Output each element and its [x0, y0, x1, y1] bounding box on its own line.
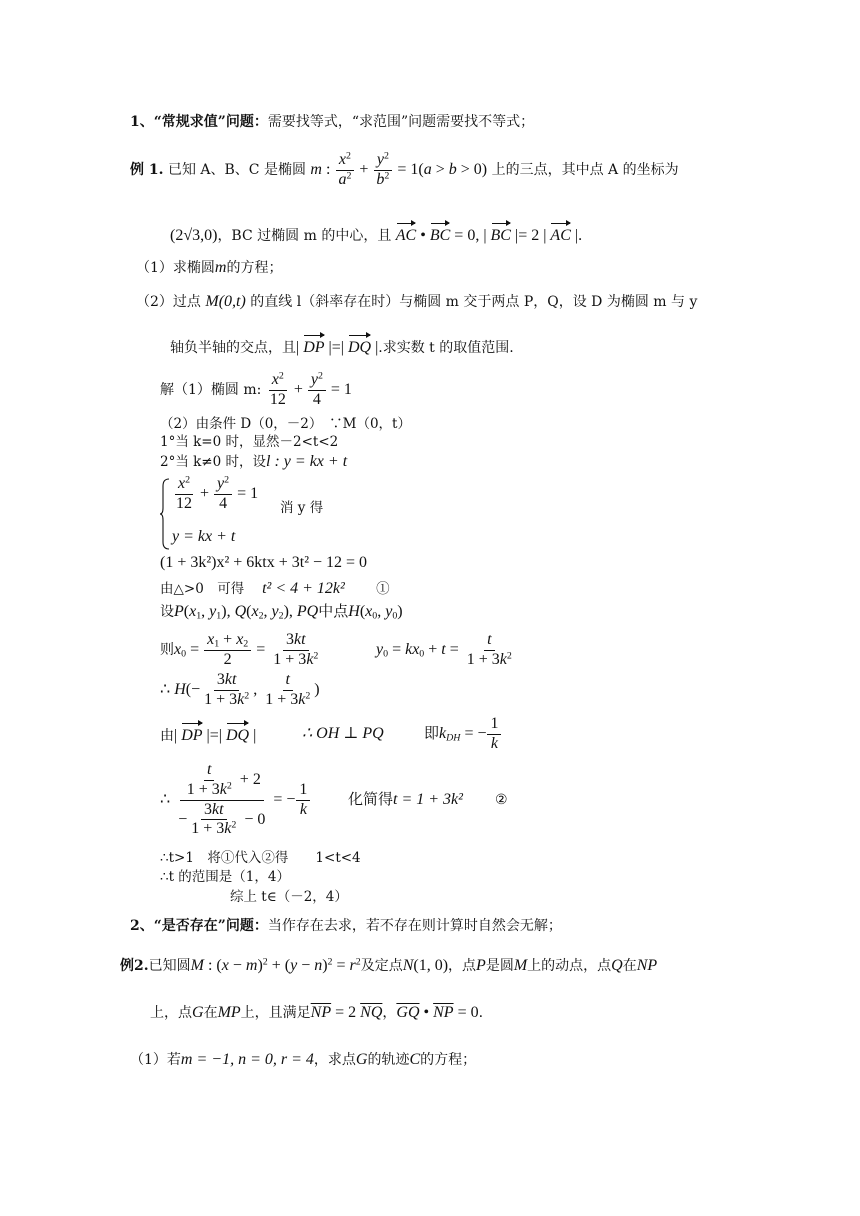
section-1-text: 需要找等式，“求范围”问题需要找不等式；	[267, 114, 535, 130]
question-1-var: m	[214, 259, 227, 276]
simplify-text: 化简得	[348, 792, 394, 808]
example-2-line-1	[120, 956, 657, 975]
example-2-q1d: 的方程；	[420, 1052, 477, 1068]
section-2-title: “是否存在”问题：	[153, 918, 268, 934]
question-2-start: （2）过点	[136, 294, 201, 310]
section-2-text: 当作存在去求，若不存在则计算时自然会无解；	[267, 918, 562, 934]
example-1-label: 例 1.	[130, 161, 164, 178]
section-2-number: 2、	[130, 918, 154, 934]
question-1-end: 的方程；	[226, 260, 283, 276]
slope-equation: ∴ $\frac{t}{1 + 3k^2}$ + 2 − $\frac{3kt}{1 + 3k^2}$ − 0 = − $\frac{1}{k}$	[160, 762, 311, 838]
var-P: P	[476, 957, 486, 974]
example-2-t4: 上的动点，点	[527, 958, 612, 974]
var-NP: NP	[636, 957, 658, 974]
section-2-heading	[130, 918, 562, 935]
solution-line-s4	[160, 452, 347, 471]
discriminant-line	[160, 579, 390, 598]
var-MP: MP	[217, 1004, 241, 1021]
section-1-heading	[130, 114, 534, 131]
var-C: C	[409, 1051, 421, 1068]
solution-t-range-1: ∴t>1 将①代入②得 1<t<4	[160, 850, 361, 866]
solution-s4-text: 2°当 k≠0 时，设	[160, 454, 267, 470]
point-M: M(0,t)	[205, 293, 246, 310]
example-2-q1a: （1）若	[130, 1052, 181, 1068]
vector-condition: AC • BC = 0, | BC |= 2 | AC |.	[396, 227, 582, 244]
np-nq-condition: $\overline{NP} = 2$ $\overline{NQ}$	[310, 1004, 383, 1021]
point-N: N(1, 0)	[402, 957, 449, 974]
H-coordinates: ∴ H(− $\frac{3kt}{1 + 3k^2}$ , $\frac{t}{1 + 3k^2}$ )	[160, 671, 320, 708]
circle-equation: M : $(x - m)^2 + (y - n)^2 = r^2$	[190, 956, 361, 974]
oh-perp-pq: ∴ OH ⊥ PQ	[302, 725, 384, 742]
solution-part-1	[160, 372, 352, 409]
gq-np-condition: $\overline{GQ}$ • $\overline{NP} = 0$	[396, 1004, 479, 1021]
marker-2: ②	[494, 793, 508, 808]
question-2-line-2b: .求实数 t 的取值范围.	[378, 340, 514, 356]
ellipse-equation: m : $\frac{x^2}{a^2}$ + $\frac{y^2}{b^2}$ = 1(a > b > 0)	[310, 150, 488, 188]
solution-line-s2: （2）由条件 D（0，－2） ∵M（0，t）	[160, 416, 411, 432]
example-2-t2: ，点	[448, 958, 477, 974]
therefore-symbol: ∴	[160, 680, 171, 698]
points-line: 设$P(x_1$, $y_1$), $Q(x_2$, $y_2$), PQ中点$H(x_0$, $y_0$)	[160, 603, 403, 622]
by-text: 由	[160, 729, 174, 744]
example-2-intro: 已知圆	[148, 958, 191, 974]
solution-1-label: 解（1）椭圆 m:	[160, 381, 262, 398]
example-1-line-1	[130, 152, 679, 189]
example-2-q1c: 的轨迹	[367, 1052, 410, 1068]
question-2-line-2	[170, 332, 514, 357]
slope-condition: 即$k_{DH}$ = − $\frac{1}{k}$	[424, 716, 502, 753]
example-2-l2a: 上，点	[150, 1005, 192, 1021]
var-G-2: G	[355, 1051, 368, 1068]
solution-final: 综上 t∈（－2，4）	[230, 889, 348, 905]
ie-text: 即	[424, 725, 440, 742]
marker-1: ①	[376, 581, 390, 597]
example-2-l2d: ，	[382, 1005, 397, 1021]
quadratic-equation: (1 + 3k²)x² + 6ktx + 3t² − 12 = 0	[160, 554, 368, 571]
solution-t-range-2: ∴t 的范围是（1，4）	[160, 869, 290, 885]
question-2-line-2a: 轴负半轴的交点，且	[170, 340, 296, 356]
solution-line-s3: 1°当 k=0 时，显然－2<t<2	[160, 434, 339, 450]
line-equation: l : y = kx + t	[266, 453, 348, 470]
points-text-a: 设	[160, 605, 174, 620]
example-1-line-2-mid: ，BC 过椭圆 m 的中心，且	[217, 228, 392, 244]
dp-dq-condition: | DP |=| DQ |	[296, 339, 378, 356]
perpendicular-line: 由| DP |=| DQ |	[160, 720, 256, 746]
example-1-after-ellipse: 上的三点，其中点 A 的坐标为	[491, 161, 679, 178]
example-2-line-2	[150, 1003, 483, 1022]
x0-line: 则$x_0$ = $\frac{x_1 + x_2}{2}$ = $\frac{3kt}{1 + 3k^2}$	[160, 631, 319, 668]
example-2-t1: 及定点	[360, 958, 403, 974]
example-2-t5: 在	[622, 958, 637, 974]
simplified-result	[348, 790, 508, 810]
example-2-q1b: ，求点	[313, 1052, 356, 1068]
simplify-eq: t = 1 + 3k²	[393, 791, 463, 808]
example-2-q1-cond: m = −1, n = 0, r = 4	[180, 1051, 314, 1068]
system-brace	[160, 478, 170, 550]
example-1-intro: 已知 A、B、C 是椭圆	[167, 161, 306, 178]
example-2-l2e: .	[478, 1005, 484, 1021]
system-eq-2: y = kx + t	[172, 528, 236, 545]
then-text: 则	[160, 642, 174, 658]
eliminate-y: 消 y 得	[280, 500, 324, 516]
question-1	[136, 258, 282, 277]
example-1-line-2	[170, 220, 582, 245]
var-Q: Q	[611, 957, 623, 974]
var-G: G	[192, 1004, 204, 1021]
var-M: M	[513, 957, 528, 974]
y0-line: $y_0 = kx_0 + t$ = $\frac{t}{1 + 3k^2}$	[376, 631, 512, 668]
ellipse-result: $\frac{x^2}{12}$ + $\frac{y^2}{4}$ = 1	[269, 370, 352, 408]
system-eq-1: $\frac{x^2}{12}$ + $\frac{y^2}{4}$ = 1	[176, 474, 259, 512]
example-2-l2c: 上，且满足	[240, 1005, 311, 1021]
question-2-line-1	[136, 292, 697, 311]
coord-A: (2√3,0)	[170, 227, 218, 244]
example-2-t3: 是圆	[485, 958, 514, 974]
example-2-l2b: 在	[203, 1005, 218, 1021]
section-1-title: “常规求值”问题：	[153, 114, 268, 130]
example-2-label: 例2.	[120, 958, 149, 974]
question-1-start: （1）求椭圆	[136, 260, 215, 276]
section-1-number: 1、	[130, 114, 154, 130]
discriminant-text: 由△>0 可得	[160, 581, 245, 597]
discriminant-ineq: t² < 4 + 12k²	[262, 580, 345, 597]
example-2-question-1	[130, 1050, 476, 1069]
points-text-b: 中点	[318, 604, 349, 620]
question-2-mid: 的直线 l（斜率存在时）与椭圆 m 交于两点 P，Q，设 D 为椭圆 m 与 y	[250, 294, 698, 310]
